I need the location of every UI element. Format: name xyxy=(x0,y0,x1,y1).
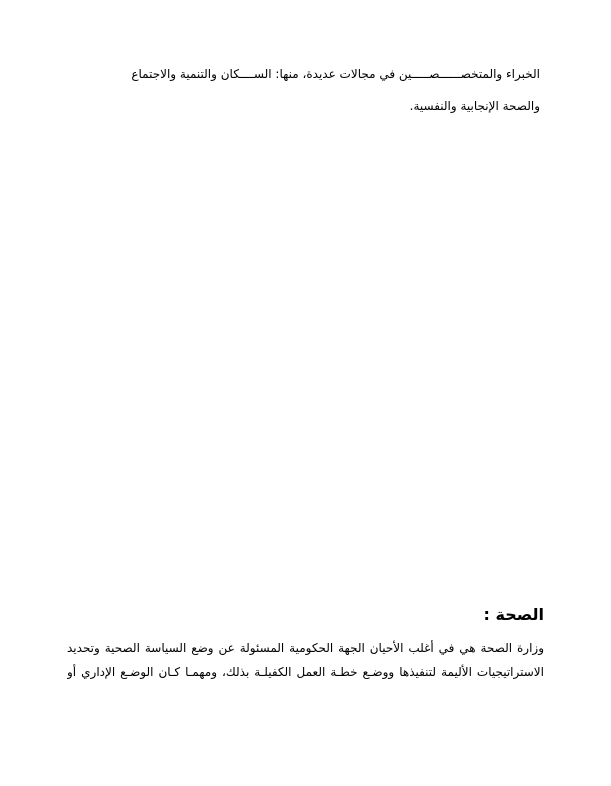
intro-line-2: والصحة الإنجابية والنفسية. xyxy=(409,99,540,113)
section-heading-health: الصحة : xyxy=(483,605,544,624)
health-paragraph-line-1: وزارة الصحة هي في أغلب الأحيان الجهة الحكومية المسئولة عن وضع السياسة الصحية وتحديد xyxy=(67,641,544,655)
intro-line-1: الخبراء والمتخصــــــصـــــين في مجالات عديدة، منها: الســــكان والتنمية والاجتماع xyxy=(131,67,540,81)
health-paragraph-line-2: الاستراتيجيات الأليمة لتنفيذها ووضـع خطـة العمل الكفيلـة بذلك، ومهمـا كـان الوضـع الإداري أو xyxy=(67,665,544,679)
